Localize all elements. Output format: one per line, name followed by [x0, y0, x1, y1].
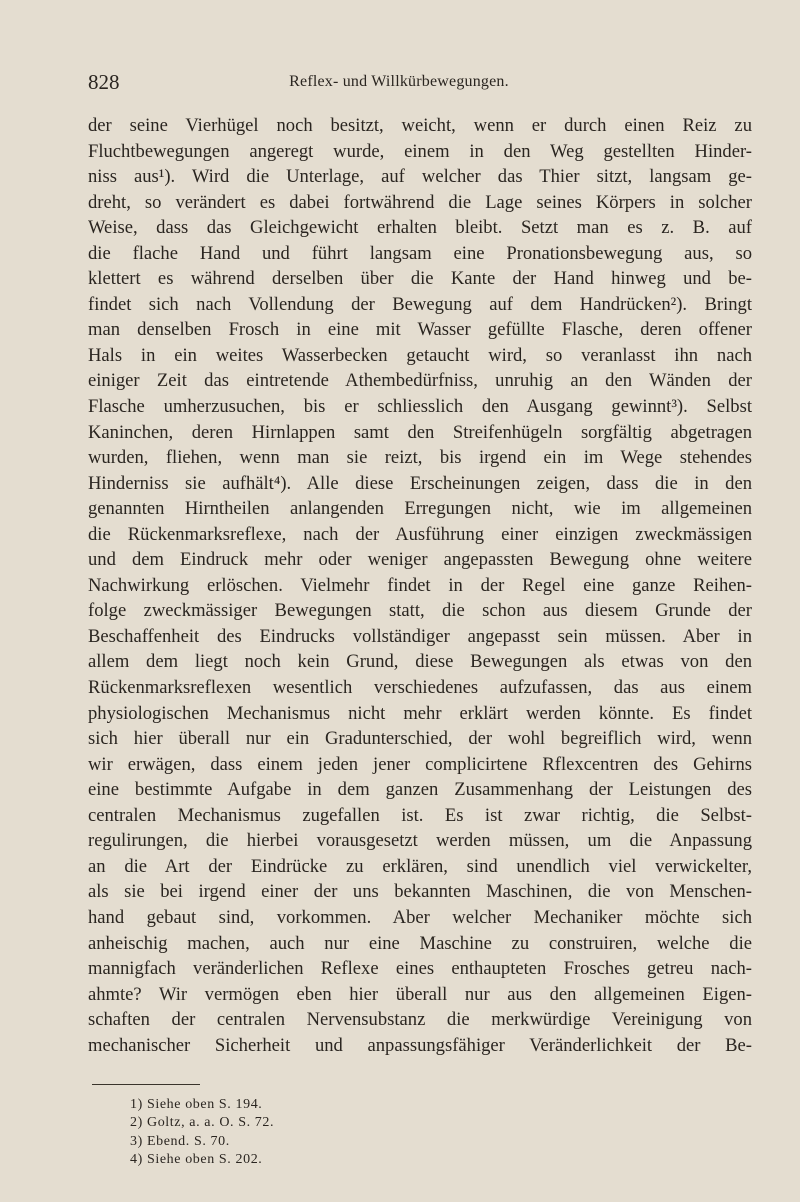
text-line: einiger Zeit das eintretende Athembedürfniss, unruhig an den Wänden der	[88, 370, 752, 392]
text-line: sich hier überall nur ein Gradunterschied, der wohl begreiflich wird, wenn	[88, 728, 752, 750]
text-line: niss aus¹). Wird die Unterlage, auf welcher das Thier sitzt, langsam ge-	[88, 166, 752, 188]
text-line: Rückenmarksreflexen wesentlich verschiedenes aufzufassen, das aus einem	[88, 677, 752, 699]
text-line: eine bestimmte Aufgabe in dem ganzen Zusammenhang der Leistungen des	[88, 779, 752, 801]
text-line: regulirungen, die hierbei vorausgesetzt werden müssen, um die Anpassung	[88, 830, 752, 852]
text-line: wir erwägen, dass einem jeden jener complicirtene Rflexcentren des Gehirns	[88, 753, 752, 775]
text-line: Hinderniss sie aufhält⁴). Alle diese Erscheinungen zeigen, dass die in den	[88, 472, 752, 494]
text-line: mannigfach veränderlichen Reflexe eines enthaupteten Frosches getreu nach-	[88, 958, 752, 980]
text-line: die flache Hand und führt langsam eine Pronationsbewegung aus, so	[88, 242, 752, 264]
text-line: als sie bei irgend einer der uns bekannten Maschinen, die von Menschen-	[88, 881, 752, 903]
text-line: Flasche umherzusuchen, bis er schliesslich den Ausgang gewinnt³). Selbst	[88, 396, 752, 418]
running-head: Reflex- und Willkürbewegungen.	[289, 73, 509, 90]
footnote-marker: 4)	[130, 1152, 143, 1168]
text-line: dreht, so verändert es dabei fortwährend die Lage seines Körpers in solcher	[88, 191, 752, 213]
footnote-text: Goltz, a. a. O. S. 72.	[146, 1115, 275, 1131]
text-line: Hals in ein weites Wasserbecken getaucht wird, so veranlasst ihn nach	[88, 344, 752, 366]
footnotes	[130, 1096, 274, 1170]
footnote-marker: 3)	[130, 1133, 143, 1149]
text-line: Kaninchen, deren Hirnlappen samt den Streifenhügeln sorgfältig abgetragen	[88, 421, 752, 443]
footnote	[130, 1133, 274, 1151]
text-line: Nachwirkung erlöschen. Vielmehr findet in der Regel eine ganze Reihen-	[88, 574, 752, 596]
text-line: klettert es während derselben über die Kante der Hand hinweg und be-	[88, 268, 752, 290]
text-line: wurden, fliehen, wenn man sie reizt, bis irgend ein im Wege stehendes	[88, 447, 752, 469]
footnote-marker: 2)	[130, 1115, 143, 1131]
text-line: Weise, dass das Gleichgewicht erhalten bleibt. Setzt man es z. B. auf	[88, 217, 752, 239]
text-line: der seine Vierhügel noch besitzt, weicht, wenn er durch einen Reiz zu	[88, 115, 752, 136]
footnote	[130, 1096, 274, 1114]
footnote-text: Siehe oben S. 202.	[146, 1152, 263, 1168]
text-line: allem dem liegt noch kein Grund, diese Bewegungen als etwas von den	[88, 651, 752, 673]
footnote-rule	[92, 1084, 200, 1085]
text-line: anheischig machen, auch nur eine Maschine zu construiren, welche die	[88, 932, 752, 954]
footnote	[130, 1151, 274, 1169]
text-line: Beschaffenheit des Eindrucks vollständiger angepasst sein müssen. Aber in	[88, 625, 752, 647]
text-line: hand gebaut sind, vorkommen. Aber welcher Mechaniker möchte sich	[88, 906, 752, 928]
text-line: folge zweckmässiger Bewegungen statt, die schon aus diesem Grunde der	[88, 600, 752, 622]
body-text	[88, 113, 752, 1058]
footnote-text: Siehe oben S. 194.	[146, 1097, 263, 1112]
text-line: ahmte? Wir vermögen eben hier überall nur aus den allgemeinen Eigen-	[88, 983, 752, 1005]
text-line: die Rückenmarksreflexe, nach der Ausführung einer einzigen zweckmässigen	[88, 523, 752, 545]
text-line: genannten Hirntheilen anlangenden Erregungen nicht, wie im allgemeinen	[88, 498, 752, 520]
text-line: Fluchtbewegungen angeregt wurde, einem in den Weg gestellten Hinder-	[88, 140, 752, 162]
page-header	[88, 70, 710, 98]
text-line: centralen Mechanismus zugefallen ist. Es ist zwar richtig, die Selbst-	[88, 804, 752, 826]
footnote-marker: 1)	[130, 1097, 143, 1112]
text-line: mechanischer Sicherheit und anpassungsfähiger Veränderlichkeit der Be-	[88, 1034, 752, 1056]
text-line: an die Art der Eindrücke zu erklären, sind unendlich viel verwickelter,	[88, 855, 752, 877]
page-number: 828	[88, 70, 120, 94]
footnote-text: Ebend. S. 70.	[146, 1133, 230, 1149]
text-line: und dem Eindruck mehr oder weniger angepassten Bewegung ohne weitere	[88, 549, 752, 571]
text-line: physiologischen Mechanismus nicht mehr erklärt werden könnte. Es findet	[88, 702, 752, 724]
text-line: schaften der centralen Nervensubstanz die merkwürdige Vereinigung von	[88, 1009, 752, 1031]
footnote	[130, 1114, 274, 1132]
text-line: findet sich nach Vollendung der Bewegung auf dem Handrücken²). Bringt	[88, 293, 752, 315]
text-line: man denselben Frosch in eine mit Wasser gefüllte Flasche, deren offener	[88, 319, 752, 341]
